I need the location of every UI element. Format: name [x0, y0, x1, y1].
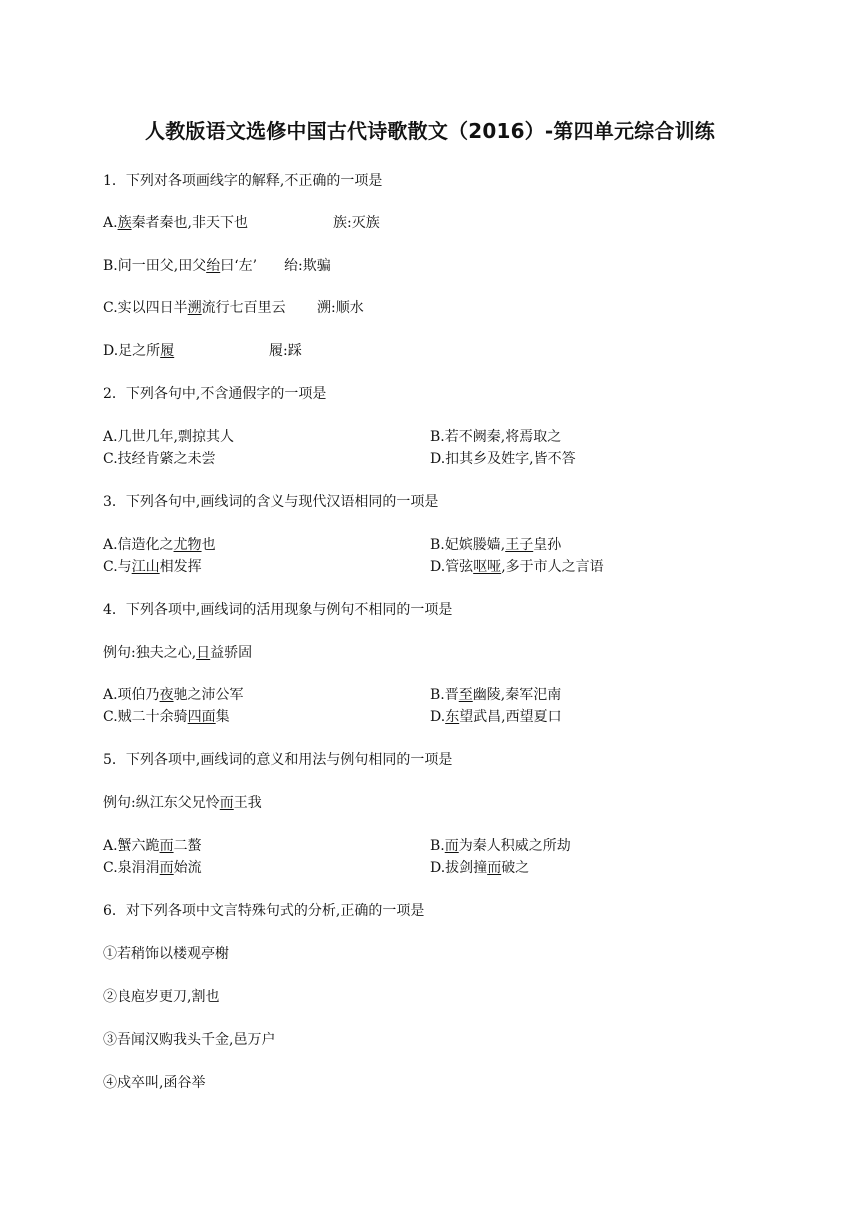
- underlined-word: 绐: [206, 258, 221, 274]
- q6-item-3: ③吾闻汉购我头千金,邑万户: [103, 1032, 276, 1048]
- question-5-stem: 5．下列各项中,画线词的意义和用法与例句相同的一项是: [103, 752, 453, 768]
- q3-option-a: A.信造化之尤物也: [103, 537, 216, 553]
- underlined-word: 履: [160, 343, 175, 359]
- q4-option-b: B.晋至幽陵,秦军汜南: [430, 687, 562, 703]
- q6-item-2: ②良庖岁更刀,割也: [103, 989, 220, 1005]
- underlined-word: 而: [159, 860, 174, 876]
- question-1-stem: 1．下列对各项画线字的解释,不正确的一项是: [103, 173, 383, 189]
- question-4-stem: 4．下列各项中,画线词的活用现象与例句不相同的一项是: [103, 602, 453, 618]
- q3-option-c: C.与江山相发挥: [103, 559, 202, 575]
- q4-option-a: A.项伯乃夜驰之沛公军: [103, 687, 244, 703]
- underlined-word: 而: [159, 838, 174, 854]
- underlined-word: 而: [487, 860, 502, 876]
- underlined-word: 江山: [131, 559, 160, 575]
- q4-option-c: C.贼二十余骑四面集: [103, 709, 230, 725]
- q2-option-b: B.若不阙秦,将焉取之: [430, 429, 562, 445]
- page-title: 人教版语文选修中国古代诗歌散文（2016）-第四单元综合训练: [145, 119, 715, 143]
- q1-option-d: D.足之所履: [103, 343, 175, 359]
- q6-item-4: ④戍卒叫,函谷举: [103, 1075, 206, 1091]
- q5-option-d: D.拔剑撞而破之: [430, 860, 530, 876]
- underlined-word: 王子: [505, 537, 534, 553]
- q1-gloss-a: 族:灭族: [333, 215, 380, 231]
- q5-option-c: C.泉涓涓而始流: [103, 860, 202, 876]
- underlined-word: 而: [219, 795, 234, 811]
- question-3-stem: 3．下列各句中,画线词的含义与现代汉语相同的一项是: [103, 494, 439, 510]
- q1-option-c: C.实以四日半溯流行七百里云: [103, 300, 286, 316]
- underlined-word: 族: [117, 215, 132, 231]
- q3-option-d: D.管弦呕哑,多于市人之言语: [430, 559, 604, 575]
- underlined-word: 而: [444, 838, 459, 854]
- question-6-stem: 6．对下列各项中文言特殊句式的分析,正确的一项是: [103, 903, 425, 919]
- q4-option-d: D.东望武昌,西望夏口: [430, 709, 562, 725]
- q2-option-c: C.技经肯綮之未尝: [103, 451, 216, 467]
- question-2-stem: 2．下列各句中,不含通假字的一项是: [103, 386, 327, 402]
- q1-gloss-b: 绐:欺骗: [284, 258, 331, 274]
- q1-option-b: B.问一田父,田父绐曰‘左’: [103, 258, 258, 274]
- underlined-word: 东: [445, 709, 460, 725]
- q2-option-d: D.扣其乡及姓字,皆不答: [430, 451, 576, 467]
- underlined-word: 呕哑: [473, 559, 502, 575]
- underlined-word: 日: [196, 645, 211, 661]
- q1-gloss-d: 履:踩: [269, 343, 302, 359]
- q5-example: 例句:纵江东父兄怜而王我: [103, 795, 262, 811]
- underlined-word: 尤物: [173, 537, 202, 553]
- underlined-word: 至: [458, 687, 473, 703]
- underlined-word: 溯: [187, 300, 202, 316]
- q6-item-1: ①若稍饰以楼观亭榭: [103, 946, 229, 962]
- q5-option-b: B.而为秦人积威之所劫: [430, 838, 571, 854]
- q5-option-a: A.蟹六跪而二螯: [103, 838, 202, 854]
- q3-option-b: B.妃嫔媵嫱,王子皇孙: [430, 537, 562, 553]
- q2-option-a: A.几世几年,剽掠其人: [103, 429, 235, 445]
- underlined-word: 夜: [159, 687, 174, 703]
- q1-option-a: A.族秦者秦也,非天下也: [103, 215, 249, 231]
- q1-gloss-c: 溯:顺水: [317, 300, 364, 316]
- underlined-word: 四面: [187, 709, 216, 725]
- q4-example: 例句:独夫之心,日益骄固: [103, 645, 253, 661]
